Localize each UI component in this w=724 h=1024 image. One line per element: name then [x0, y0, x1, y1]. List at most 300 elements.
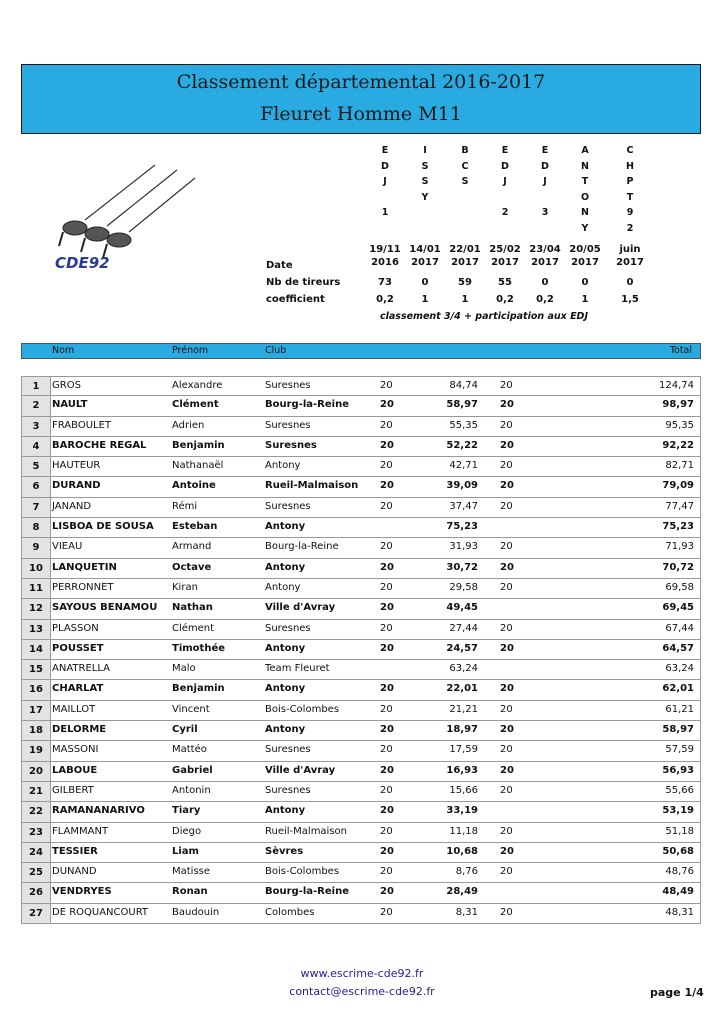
table-row [21, 802, 701, 822]
cell-bcs: 63,24 [449, 663, 478, 675]
table-row [21, 843, 701, 863]
cell-club: Antony [265, 724, 306, 736]
cell-nom: PLASSON [52, 622, 99, 634]
cell-prenom: Ronan [172, 886, 208, 898]
cell-prenom: Armand [172, 541, 212, 553]
event-coefficient: 1 [581, 294, 589, 305]
event-letter: H [626, 160, 634, 172]
cell-prenom: Matisse [172, 866, 211, 878]
event-date-year: 2017 [491, 257, 519, 268]
cell-e1: 20 [380, 744, 393, 756]
cell-rank: 11 [22, 579, 51, 598]
cell-bcs: 75,23 [446, 521, 478, 533]
cell-total: 95,35 [665, 419, 694, 431]
event-letter: 9 [626, 207, 634, 218]
cell-rank: 25 [22, 863, 51, 882]
cell-e2: 20 [500, 622, 513, 634]
cell-prenom: Antoine [172, 480, 216, 492]
cell-total: 67,44 [665, 622, 694, 634]
cell-bcs: 8,31 [455, 906, 478, 918]
cell-e2: 20 [500, 500, 513, 512]
cell-nom: SAYOUS BENAMOU [52, 602, 158, 614]
cell-club: Team Fleuret [265, 663, 330, 675]
event-nb-tireurs: 0 [541, 277, 549, 288]
event-letter [525, 190, 565, 206]
cell-club: Antony [265, 521, 306, 533]
cell-e1: 20 [380, 683, 394, 695]
cell-bcs: 22,01 [446, 683, 478, 695]
cell-nom: GROS [52, 380, 81, 391]
cell-nom: LABOUE [52, 764, 98, 776]
event-letter [485, 190, 525, 206]
cell-bcs: 18,97 [446, 724, 478, 736]
cell-total: 62,01 [662, 683, 694, 695]
cell-total: 58,97 [662, 724, 694, 736]
cell-nom: MASSONI [52, 744, 99, 756]
cell-club: Antony [265, 642, 306, 654]
cell-prenom: Octave [172, 561, 212, 573]
cell-club: Suresnes [265, 500, 311, 512]
cell-e1: 20 [380, 866, 393, 878]
event-date-day: 14/01 [409, 244, 441, 255]
header-prenom: Prénom [172, 345, 209, 356]
cell-bcs: 31,93 [449, 541, 478, 553]
cell-e2: 20 [500, 784, 513, 796]
cell-total: 55,66 [665, 784, 694, 796]
cell-total: 57,59 [665, 744, 694, 756]
cell-total: 98,97 [662, 399, 694, 411]
cell-bcs: 42,71 [449, 460, 478, 472]
cell-club: Rueil-Malmaison [265, 825, 348, 837]
cde92-logo [45, 160, 205, 275]
cell-rank: 7 [22, 498, 51, 517]
cell-rank: 14 [22, 640, 51, 659]
cell-nom: PERRONNET [52, 581, 114, 593]
event-letter: I [423, 145, 427, 156]
cell-nom: GILBERT [52, 784, 94, 796]
cell-rank: 23 [22, 823, 51, 842]
event-nb-tireurs: 59 [458, 277, 472, 288]
cell-e2: 20 [500, 480, 514, 492]
cell-nom: FLAMMANT [52, 825, 109, 837]
event-letter: 2 [626, 222, 634, 234]
cell-e1: 20 [380, 906, 393, 918]
event-letter: P [626, 176, 634, 187]
cell-club: Antony [265, 805, 306, 817]
event-letter: A [581, 145, 589, 156]
table-row [21, 904, 701, 924]
event-letter: B [461, 145, 469, 156]
cell-prenom: Benjamin [172, 683, 225, 695]
event-nb-tireurs: 0 [421, 277, 429, 288]
cell-rank: 13 [22, 620, 51, 639]
cell-e2: 20 [500, 419, 513, 431]
table-row [21, 701, 701, 721]
event-date-day: 19/11 [369, 244, 401, 255]
table-row [21, 660, 701, 680]
email-link[interactable]: contact@escrime-cde92.fr [289, 985, 435, 998]
cell-nom: RAMANANARIVO [52, 805, 145, 817]
cell-nom: NAULT [52, 399, 88, 411]
cell-club: Sèvres [265, 845, 304, 857]
cell-prenom: Tiary [172, 805, 201, 817]
cell-e2: 20 [500, 683, 514, 695]
cell-total: 124,74 [659, 380, 694, 391]
cell-e1: 20 [380, 439, 394, 451]
cell-prenom: Gabriel [172, 764, 213, 776]
cell-e2: 20 [500, 845, 514, 857]
cell-nom: POUSSET [52, 642, 104, 654]
cell-club: Suresnes [265, 744, 311, 756]
cell-nom: DELORME [52, 724, 107, 736]
event-date-day: 22/01 [449, 244, 481, 255]
table-row [21, 477, 701, 497]
cell-bcs: 55,35 [449, 419, 478, 431]
event-date [405, 243, 445, 269]
cell-rank: 17 [22, 701, 51, 720]
cell-nom: DUNAND [52, 866, 97, 878]
cell-e1: 20 [380, 805, 394, 817]
cell-rank: 12 [22, 599, 51, 618]
cell-rank: 19 [22, 741, 51, 760]
table-row [21, 437, 701, 457]
event-date-year: 2016 [371, 257, 399, 268]
cell-prenom: Clément [172, 622, 215, 634]
cell-rank: 20 [22, 762, 51, 781]
cell-club: Suresnes [265, 419, 311, 431]
table-row [21, 417, 701, 437]
cell-rank: 5 [22, 457, 51, 476]
event-date [610, 243, 650, 269]
event-letter: E [501, 145, 509, 156]
cell-e1: 20 [380, 399, 394, 411]
cell-club: Bois-Colombes [265, 866, 340, 878]
cell-total: 51,18 [665, 825, 694, 837]
event-letter: E [381, 145, 389, 156]
event-letter: 3 [541, 207, 549, 218]
event-letter [365, 190, 405, 206]
cell-e1: 20 [380, 581, 393, 593]
cell-club: Antony [265, 561, 306, 573]
cell-prenom: Adrien [172, 419, 205, 431]
cell-club: Colombes [265, 906, 315, 918]
cell-total: 63,24 [665, 663, 694, 675]
event-column-1 [365, 143, 405, 221]
event-date [445, 243, 485, 269]
cell-prenom: Rémi [172, 500, 198, 512]
cell-nom: HAUTEUR [52, 460, 101, 472]
event-letter: S [461, 176, 469, 187]
cell-nom: TESSIER [52, 845, 98, 857]
cell-rank: 3 [22, 417, 51, 436]
cell-total: 50,68 [662, 845, 694, 857]
cell-rank: 26 [22, 883, 51, 902]
ranking-note: classement 3/4 + participation aux EDJ [380, 311, 588, 322]
cell-club: Suresnes [265, 439, 317, 451]
cell-e1: 20 [380, 622, 393, 634]
cell-e1: 20 [380, 764, 394, 776]
cell-bcs: 15,66 [449, 784, 478, 796]
event-letter: E [541, 145, 549, 156]
cell-e2: 20 [500, 460, 513, 472]
cell-bcs: 52,22 [446, 439, 478, 451]
cell-club: Ville d'Avray [265, 764, 336, 776]
page-title: Classement départemental 2016-2017 [176, 71, 546, 93]
event-letter: D [381, 160, 389, 172]
cell-total: 53,19 [662, 805, 694, 817]
cell-club: Antony [265, 581, 301, 593]
event-coefficient: 0,2 [536, 294, 554, 305]
event-letter: D [501, 160, 509, 172]
event-letter: T [626, 191, 634, 203]
coefficient-label: coefficient [266, 294, 325, 305]
header-club: Club [265, 345, 287, 356]
cell-prenom: Alexandre [172, 380, 223, 391]
cell-club: Bourg-la-Reine [265, 541, 339, 553]
svg-text:CDE92: CDE92 [55, 254, 110, 272]
cell-e1: 20 [380, 561, 394, 573]
cell-bcs: 28,49 [446, 886, 478, 898]
cell-rank: 2 [22, 396, 51, 415]
cell-prenom: Timothée [172, 642, 226, 654]
cell-e2: 20 [500, 541, 513, 553]
cell-club: Suresnes [265, 380, 311, 391]
cell-bcs: 37,47 [449, 500, 478, 512]
cell-club: Suresnes [265, 784, 311, 796]
cell-prenom: Baudouin [172, 906, 220, 918]
cell-rank: 22 [22, 802, 51, 821]
cell-bcs: 30,72 [446, 561, 478, 573]
event-letter: T [581, 176, 589, 187]
cell-rank: 18 [22, 721, 51, 740]
cell-nom: VENDRYES [52, 886, 112, 898]
event-coefficient: 0,2 [376, 294, 394, 305]
cell-nom: JANAND [52, 500, 92, 512]
cell-prenom: Vincent [172, 703, 210, 715]
event-date [365, 243, 405, 269]
event-date-year: 2017 [616, 257, 644, 268]
table-row [21, 518, 701, 538]
event-coefficient: 1,5 [621, 294, 639, 305]
cell-total: 79,09 [662, 480, 694, 492]
website-link[interactable]: www.escrime-cde92.fr [300, 967, 424, 980]
table-row [21, 863, 701, 883]
cell-total: 61,21 [665, 703, 694, 715]
event-column-4 [485, 143, 525, 221]
cell-rank: 21 [22, 782, 51, 801]
cell-bcs: 21,21 [449, 703, 478, 715]
cell-bcs: 84,74 [449, 380, 478, 391]
cell-total: 48,31 [665, 906, 694, 918]
cell-e1: 20 [380, 602, 394, 614]
event-letter: S [421, 176, 429, 187]
cell-e1: 20 [380, 886, 394, 898]
event-date-year: 2017 [571, 257, 599, 268]
cell-e1: 20 [380, 845, 394, 857]
event-letter: J [383, 176, 387, 187]
cell-e1: 20 [380, 784, 393, 796]
cell-e1: 20 [380, 419, 393, 431]
event-date-day: 23/04 [529, 244, 561, 255]
cell-rank: 16 [22, 680, 51, 699]
event-letter: Y [421, 191, 429, 203]
event-column-3 [445, 143, 485, 190]
event-coefficient: 1 [421, 294, 429, 305]
cell-e1: 20 [380, 724, 394, 736]
event-letter: C [626, 145, 634, 156]
event-column-5 [525, 143, 565, 221]
cell-total: 69,45 [662, 602, 694, 614]
cell-prenom: Antonin [172, 784, 211, 796]
page-number: page 1/4 [650, 986, 704, 999]
cell-club: Ville d'Avray [265, 602, 336, 614]
cell-total: 92,22 [662, 439, 694, 451]
table-header [21, 343, 701, 359]
event-date [485, 243, 525, 269]
cell-bcs: 29,58 [449, 581, 478, 593]
cell-nom: ANATRELLA [52, 663, 110, 675]
cell-bcs: 11,18 [449, 825, 478, 837]
cell-nom: LISBOA DE SOUSA [52, 521, 154, 533]
cell-total: 56,93 [662, 764, 694, 776]
cell-e1: 20 [380, 642, 394, 654]
table-row [21, 741, 701, 761]
event-date-year: 2017 [451, 257, 479, 268]
table-row [21, 762, 701, 782]
cell-e1: 20 [380, 500, 393, 512]
cell-e2: 20 [500, 703, 513, 715]
cell-club: Antony [265, 683, 306, 695]
cell-e1: 20 [380, 541, 393, 553]
cell-nom: FRABOULET [52, 419, 112, 431]
cell-bcs: 24,57 [446, 642, 478, 654]
event-letter: J [503, 176, 507, 187]
cell-rank: 1 [22, 377, 51, 395]
cell-nom: VIEAU [52, 541, 83, 553]
page-subtitle: Fleuret Homme M11 [260, 103, 462, 125]
table-row [21, 559, 701, 579]
cell-club: Antony [265, 460, 301, 472]
cell-e2: 20 [500, 764, 514, 776]
cell-club: Suresnes [265, 622, 311, 634]
event-coefficient: 1 [461, 294, 469, 305]
event-date-day: juin [619, 244, 641, 255]
cell-bcs: 33,19 [446, 805, 478, 817]
cell-e2: 20 [500, 866, 513, 878]
event-letter: C [461, 160, 469, 172]
cell-nom: BAROCHE REGAL [52, 439, 147, 451]
cell-total: 70,72 [662, 561, 694, 573]
cell-e1: 20 [380, 480, 394, 492]
ranking-table [21, 376, 701, 924]
cell-e1: 20 [380, 380, 393, 391]
cell-club: Bourg-la-Reine [265, 399, 349, 411]
cell-e2: 20 [500, 642, 514, 654]
event-date-year: 2017 [531, 257, 559, 268]
cell-club: Bourg-la-Reine [265, 886, 349, 898]
event-letter: J [543, 176, 547, 187]
table-row [21, 721, 701, 741]
table-row [21, 498, 701, 518]
event-date [525, 243, 565, 269]
event-letter: O [580, 191, 590, 203]
cell-bcs: 17,59 [449, 744, 478, 756]
event-date-day: 20/05 [569, 244, 601, 255]
date-label: Date [266, 260, 293, 271]
table-row [21, 680, 701, 700]
table-row [21, 640, 701, 660]
header-total: Total [669, 345, 692, 356]
cell-e2: 20 [500, 744, 513, 756]
event-nb-tireurs: 0 [581, 277, 589, 288]
cell-prenom: Cyril [172, 724, 198, 736]
event-letter: N [581, 160, 589, 172]
event-letter: S [421, 160, 429, 172]
event-column-2 [405, 143, 445, 205]
cell-total: 48,76 [665, 866, 694, 878]
event-letter: Y [581, 222, 589, 234]
event-nb-tireurs: 55 [498, 277, 512, 288]
cell-total: 82,71 [665, 460, 694, 472]
table-row [21, 376, 701, 396]
cell-nom: DURAND [52, 480, 101, 492]
cell-bcs: 27,44 [449, 622, 478, 634]
cell-e1: 20 [380, 460, 393, 472]
event-letter: D [541, 160, 549, 172]
cell-total: 69,58 [665, 581, 694, 593]
table-row [21, 782, 701, 802]
cell-rank: 24 [22, 843, 51, 862]
cell-total: 75,23 [662, 521, 694, 533]
table-row [21, 620, 701, 640]
cell-prenom: Mattéo [172, 744, 207, 756]
event-date-year: 2017 [411, 257, 439, 268]
table-row [21, 538, 701, 558]
event-letter: 2 [501, 207, 509, 218]
cell-prenom: Malo [172, 663, 196, 675]
cell-prenom: Liam [172, 845, 199, 857]
cell-prenom: Nathanaël [172, 460, 224, 472]
event-nb-tireurs: 0 [626, 277, 634, 288]
event-coefficient: 0,2 [496, 294, 514, 305]
cell-e2: 20 [500, 380, 513, 391]
cell-bcs: 8,76 [455, 866, 478, 878]
cell-total: 77,47 [665, 500, 694, 512]
event-nb-tireurs: 73 [378, 277, 392, 288]
cell-bcs: 49,45 [446, 602, 478, 614]
table-row [21, 823, 701, 843]
cell-e2: 20 [500, 825, 513, 837]
cell-prenom: Benjamin [172, 439, 225, 451]
cell-total: 48,49 [662, 886, 694, 898]
event-letter: N [581, 207, 589, 218]
event-date-day: 25/02 [489, 244, 521, 255]
cell-bcs: 39,09 [446, 480, 478, 492]
event-column-6 [565, 143, 605, 236]
cell-club: Bois-Colombes [265, 703, 340, 715]
cell-bcs: 58,97 [446, 399, 478, 411]
cell-rank: 15 [22, 660, 51, 679]
cell-nom: CHARLAT [52, 683, 104, 695]
cell-total: 71,93 [665, 541, 694, 553]
cell-e2: 20 [500, 399, 514, 411]
event-date [565, 243, 605, 269]
cell-nom: DE ROQUANCOURT [52, 906, 149, 918]
table-row [21, 579, 701, 599]
cell-rank: 8 [22, 518, 51, 537]
cell-rank: 6 [22, 477, 51, 496]
cell-rank: 10 [22, 559, 51, 578]
